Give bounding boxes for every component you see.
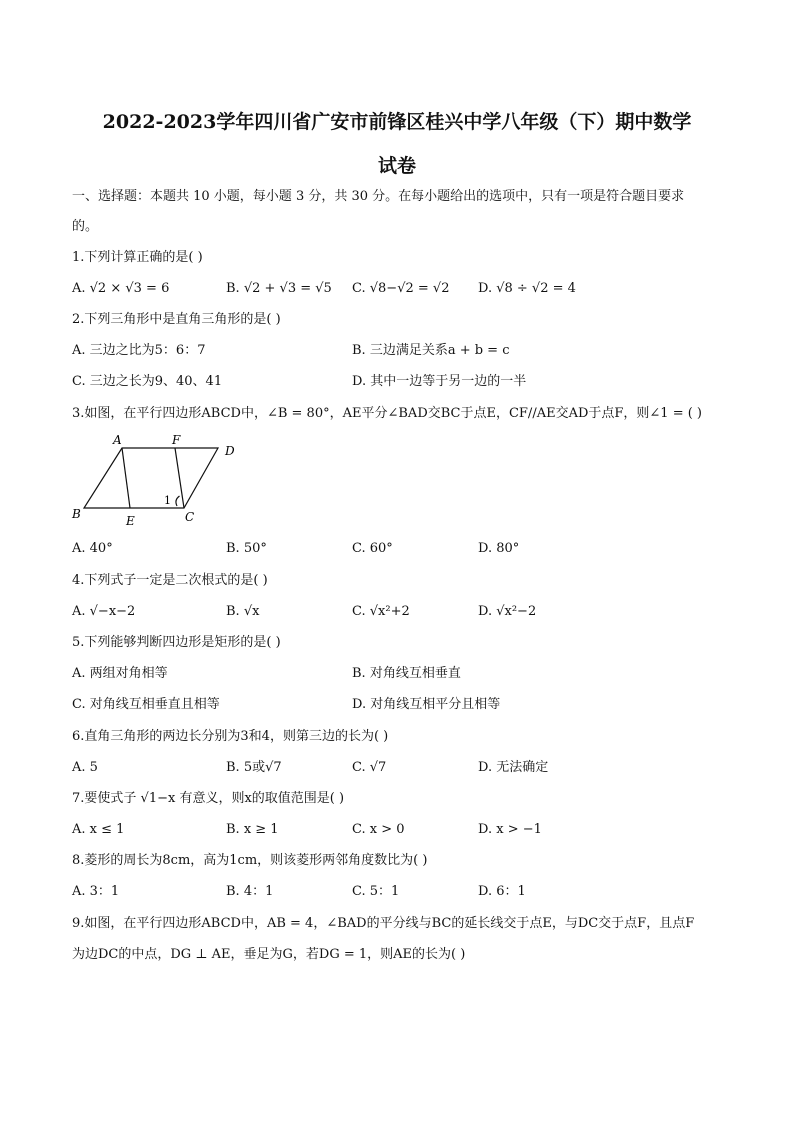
question-1-option-a[interactable]: A. √2 × √3 = 6 (72, 281, 170, 296)
label-angle-1: 1 (164, 494, 171, 507)
question-3-option-d[interactable]: D. 80° (478, 541, 520, 556)
question-4-option-d[interactable]: D. √x²−2 (478, 604, 537, 619)
title-line-1: 2022-2023学年四川省广安市前锋区桂兴中学八年级（下）期中数学 (102, 111, 692, 133)
question-3-option-a[interactable]: A. 40° (72, 541, 113, 556)
question-4-option-c[interactable]: C. √x²+2 (352, 604, 410, 619)
question-4-stem: 4.下列式子一定是二次根式的是( ) (72, 573, 268, 588)
question-6-option-a[interactable]: A. 5 (72, 760, 98, 775)
question-5-option-b[interactable]: B. 对角线互相垂直 (352, 666, 461, 681)
question-7-option-c[interactable]: C. x > 0 (352, 822, 405, 837)
question-1-option-b[interactable]: B. √2 + √3 = √5 (226, 281, 332, 296)
question-1-option-d[interactable]: D. √8 ÷ √2 = 4 (478, 281, 576, 296)
label-e: E (126, 514, 135, 528)
question-6-option-b[interactable]: B. 5或√7 (226, 760, 282, 775)
exam-title (60, 100, 734, 188)
question-7-option-a[interactable]: A. x ≤ 1 (72, 822, 125, 837)
segment-ae (122, 448, 130, 508)
question-4-option-a[interactable]: A. √−x−2 (72, 604, 136, 619)
question-7-stem: 7.要使式子 √1−x 有意义，则x的取值范围是( ) (72, 791, 345, 806)
question-8-stem: 8.菱形的周长为8cm，高为1cm，则该菱形两邻角度数比为( ) (72, 853, 428, 868)
label-c: C (185, 510, 195, 524)
question-4-option-b[interactable]: B. √x (226, 604, 260, 619)
question-5-option-a[interactable]: A. 两组对角相等 (72, 666, 168, 681)
question-1-stem: 1.下列计算正确的是( ) (72, 250, 203, 265)
question-8-option-a[interactable]: A. 3：1 (72, 884, 120, 899)
question-2-option-c[interactable]: C. 三边之长为9、40、41 (72, 374, 223, 389)
label-a: A (113, 433, 122, 447)
question-8-option-c[interactable]: C. 5：1 (352, 884, 400, 899)
parallelogram-diagram (66, 432, 256, 532)
question-5-option-c[interactable]: C. 对角线互相垂直且相等 (72, 697, 220, 712)
label-b: B (72, 507, 81, 521)
question-7-option-d[interactable]: D. x > −1 (478, 822, 542, 837)
label-f: F (172, 433, 181, 447)
question-5-option-d[interactable]: D. 对角线互相平分且相等 (352, 697, 501, 712)
question-6-option-c[interactable]: C. √7 (352, 760, 387, 775)
angle-1-arc (176, 496, 180, 506)
question-6-option-d[interactable]: D. 无法确定 (478, 760, 549, 775)
question-3-option-b[interactable]: B. 50° (226, 541, 267, 556)
question-2-option-d[interactable]: D. 其中一边等于另一边的一半 (352, 374, 527, 389)
parallelogram-figure (66, 432, 256, 532)
label-d: D (225, 444, 235, 458)
question-3-stem: 3.如图，在平行四边形ABCD中，∠B = 80°，AE平分∠BAD交BC于点E，CF//AE交AD于点F，则∠1 = ( ) (72, 406, 702, 421)
question-3-option-c[interactable]: C. 60° (352, 541, 393, 556)
question-2-option-b[interactable]: B. 三边满足关系a + b = c (352, 343, 510, 358)
question-5-stem: 5.下列能够判断四边形是矩形的是( ) (72, 635, 281, 650)
question-1-option-c[interactable]: C. √8−√2 = √2 (352, 281, 450, 296)
question-2-stem: 2.下列三角形中是直角三角形的是( ) (72, 312, 281, 327)
section-heading-cont: 的。 (72, 219, 99, 234)
question-9-stem-cont: 为边DC的中点，DG ⊥ AE，垂足为G，若DG = 1，则AE的长为( ) (72, 947, 466, 962)
question-7-option-b[interactable]: B. x ≥ 1 (226, 822, 279, 837)
question-9-stem: 9.如图，在平行四边形ABCD中，AB = 4，∠BAD的平分线与BC的延长线交于点E，与DC交于点F，且点F (72, 916, 695, 931)
title-line-2: 试卷 (377, 155, 416, 177)
question-8-option-b[interactable]: B. 4：1 (226, 884, 274, 899)
section-heading: 一、选择题：本题共 10 小题，每小题 3 分，共 30 分。在每小题给出的选项中，只有一项是符合题目要求 (72, 189, 685, 204)
question-6-stem: 6.直角三角形的两边长分别为3和4，则第三边的长为( ) (72, 729, 389, 744)
question-8-option-d[interactable]: D. 6：1 (478, 884, 526, 899)
parallelogram-abcd (84, 448, 218, 508)
question-2-option-a[interactable]: A. 三边之比为5：6：7 (72, 343, 206, 358)
